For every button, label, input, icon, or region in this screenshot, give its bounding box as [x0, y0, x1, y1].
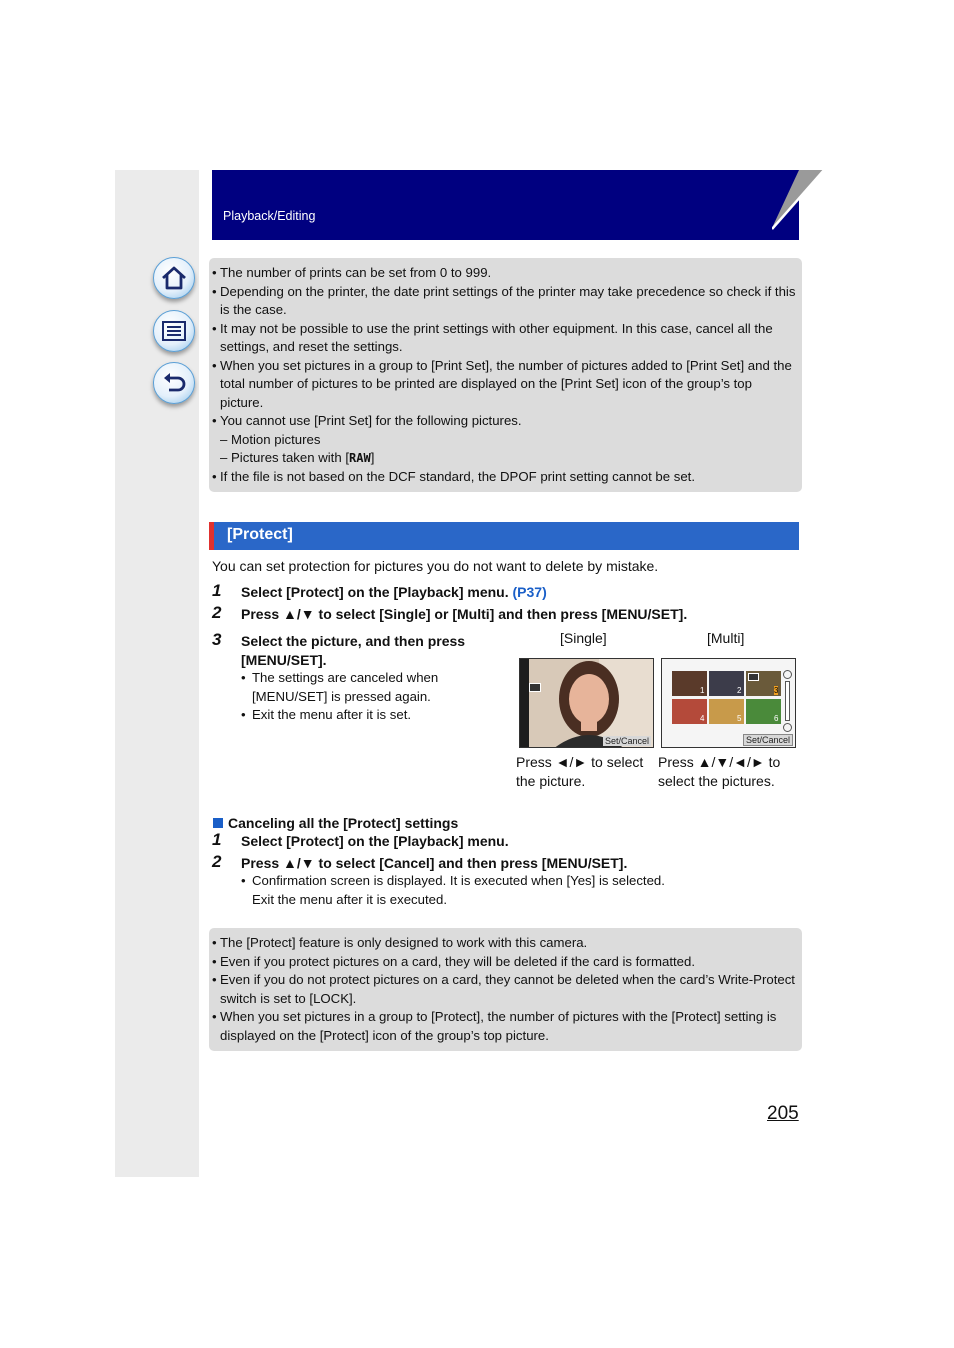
step-number: 3 [212, 630, 222, 649]
multi-caption: Press ▲/▼/◄/► to select the pictures. [658, 754, 781, 789]
step-number: 2 [212, 852, 222, 871]
cancel-bullets [241, 872, 721, 909]
set-cancel-label: Set/Cancel [743, 734, 793, 746]
page-number: 205 [767, 1103, 799, 1124]
cancel-heading-marker [213, 818, 223, 828]
step-text: Press ▲/▼ to select [Cancel] and then press [MENU/SET]. [241, 855, 628, 871]
section-label: Playback/Editing [223, 209, 316, 223]
step-text-main: Select [Protect] on the [Playback] menu. [241, 584, 509, 600]
menu-list-button[interactable] [153, 310, 195, 352]
cancel-heading: Canceling all the [Protect] settings [228, 815, 459, 831]
protect-icon [529, 683, 541, 692]
bullet-continuation: Exit the menu after it is executed. [252, 891, 447, 907]
step-text: Select [Protect] on the [Playback] menu. [241, 833, 509, 849]
step-text: Press ▲/▼ to select [Single] or [Multi] and then press [MENU/SET]. [241, 606, 688, 622]
step-number: 1 [212, 581, 222, 600]
single-label: [Single] [560, 630, 607, 646]
bullet-item: • Confirmation screen is displayed. It is executed when [Yes] is selected. [241, 872, 721, 891]
note-item: • You cannot use [Print Set] for the following pictures. [212, 412, 796, 431]
multi-number: 2 [737, 686, 742, 695]
multi-number: 5 [737, 714, 742, 723]
multi-label: [Multi] [707, 630, 745, 646]
scroll-up-icon [783, 670, 792, 679]
protect-icon [748, 673, 759, 681]
note-item: • The [Protect] feature is only designed to work with this camera. [212, 934, 796, 953]
page-link[interactable]: (P37) [512, 584, 547, 600]
bullet-item: • Exit the menu after it is set. [241, 706, 471, 725]
section-title: [Protect] [227, 526, 293, 543]
scroll-down-icon [783, 723, 792, 732]
multi-screen-thumbnail [661, 658, 796, 748]
protect-intro: You can set protection for pictures you do not want to delete by mistake. [212, 558, 659, 574]
note-item: • The number of prints can be set from 0 to 999. [212, 264, 796, 283]
note-item: • Even if you protect pictures on a card, they will be deleted if the card is formatted. [212, 953, 796, 972]
note-sub-text: – Pictures taken with [ [220, 450, 350, 465]
bullet-item: • The settings are canceled when [MENU/SET] is pressed again. [241, 669, 471, 706]
menu-list-icon [160, 317, 188, 345]
note-item: • Depending on the printer, the date print settings of the printer may take precedence so check if this is the case. [212, 283, 796, 320]
section-header [212, 170, 799, 240]
multi-number: 3 [774, 686, 779, 695]
single-screen-thumbnail [519, 658, 654, 748]
notes-box-bottom [209, 928, 802, 1051]
step-text [241, 583, 547, 602]
header-corner-decoration [772, 170, 824, 232]
protect-section-bar [209, 522, 799, 550]
multi-number: 4 [700, 714, 705, 723]
note-item: • It may not be possible to use the print settings with other equipment. In this case, cancel all the settings, and reset the settings. [212, 320, 796, 357]
step-text: Select the picture, and then press [MENU/SET]. [241, 633, 466, 668]
step-number: 1 [212, 830, 222, 849]
multi-number: 1 [700, 686, 705, 695]
note-item: • When you set pictures in a group to [Print Set], the number of pictures added to [Print Set] and the total number of pictures to be printed are displayed on the [Print Set] icon of the group’s top picture. [212, 357, 796, 413]
raw-badge: RAW [349, 451, 371, 465]
multi-number: 6 [774, 714, 779, 723]
step-number: 2 [212, 603, 222, 622]
back-icon [160, 369, 188, 397]
back-button[interactable] [153, 362, 195, 404]
note-item: • If the file is not based on the DCF standard, the DPOF print setting cannot be set. [212, 468, 796, 487]
notes-box-top [209, 258, 802, 492]
scrollbar [785, 681, 790, 721]
portrait-photo [529, 659, 654, 748]
note-item: • Even if you do not protect pictures on a card, they cannot be deleted when the card’s Write-Protect switch is set to [LOCK]. [212, 971, 796, 1008]
note-sub-close: ] [370, 450, 375, 465]
step3-bullets [241, 669, 471, 725]
set-cancel-label: Set/Cancel [604, 736, 649, 746]
note-sub-item-raw [212, 449, 796, 468]
home-button[interactable] [153, 257, 195, 299]
home-icon [160, 264, 188, 292]
single-caption: Press ◄/► to select the picture. [516, 754, 644, 789]
note-sub-item: – Motion pictures [220, 431, 321, 447]
note-item: • When you set pictures in a group to [Protect], the number of pictures with the [Protect] setting is displayed on the [Protect] icon of the group’s top picture. [212, 1008, 796, 1045]
